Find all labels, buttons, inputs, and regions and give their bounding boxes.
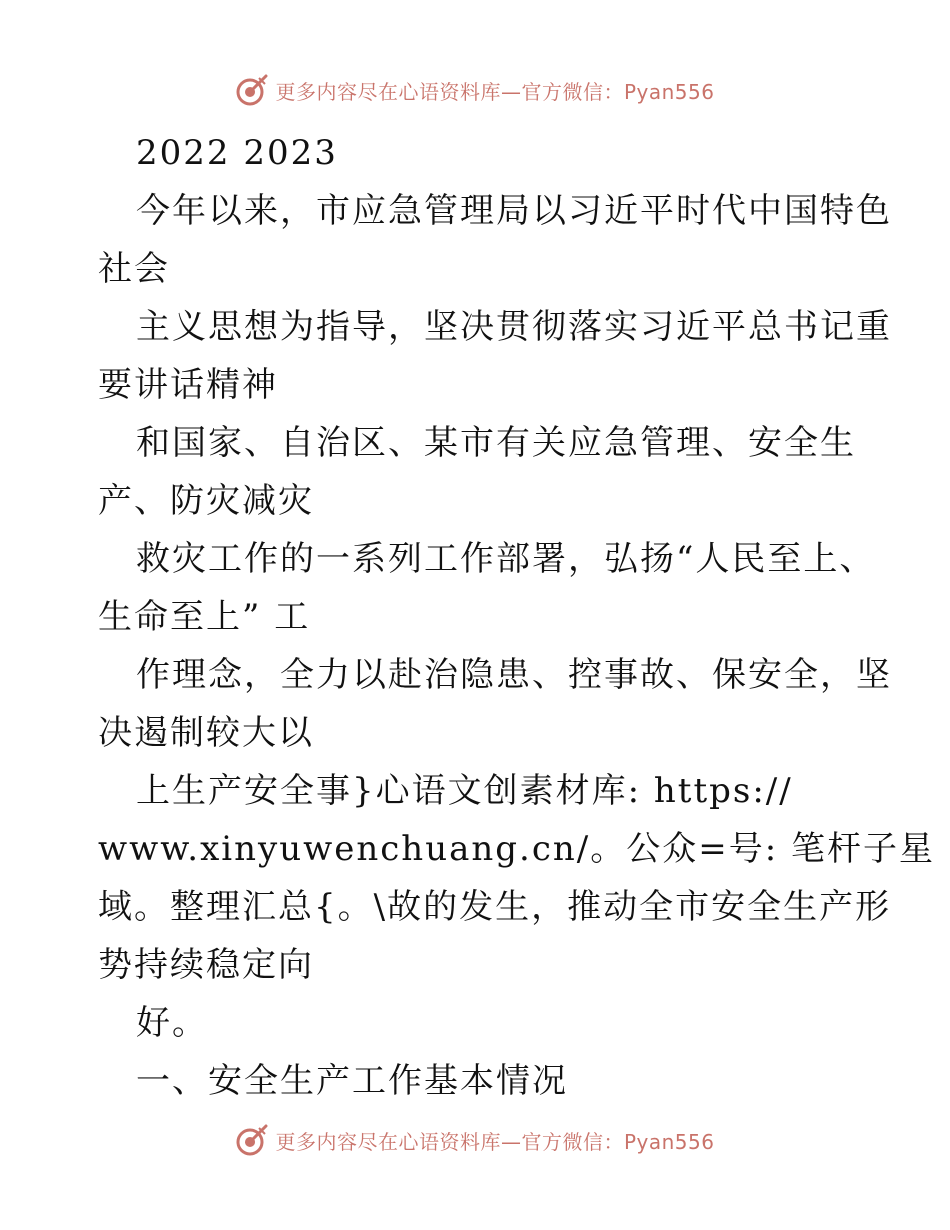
text-line: 主义思想为指导，坚决贯彻落实习近平总书记重 xyxy=(136,307,892,347)
pen-logo-icon xyxy=(235,1123,269,1157)
watermark-text: 更多内容尽在心语资料库—官方微信：Pyan556 xyxy=(275,79,715,104)
text-line: 生命至上” 工 xyxy=(98,597,311,637)
text-line: 域。整理汇总{。\故的发生，推动全市安全生产形 xyxy=(98,887,892,927)
watermark-text: 更多内容尽在心语资料库—官方微信：Pyan556 xyxy=(275,1129,715,1154)
text-line: 2022 2023 xyxy=(136,133,338,173)
text-line: 社会 xyxy=(98,249,170,289)
text-line: 势持续稳定向 xyxy=(98,945,314,985)
text-line: 好。 xyxy=(136,1003,208,1043)
text-line: 今年以来，市应急管理局以习近平时代中国特色 xyxy=(136,191,892,231)
text-line: 和国家、自治区、某市有关应急管理、安全生 xyxy=(136,423,856,463)
text-line: 决遏制较大以 xyxy=(98,713,314,753)
text-line: www.xinyuwenchuang.cn/。公众=号: 笔杆子星 xyxy=(98,829,935,869)
footer-watermark xyxy=(0,1120,950,1160)
text-line: 产、防灾减灾 xyxy=(98,481,314,521)
text-line: 要讲话精神 xyxy=(98,365,278,405)
text-line: 上生产安全事}心语文创素材库: https:// xyxy=(136,771,793,811)
document-body xyxy=(98,124,935,1110)
section-heading: 一、安全生产工作基本情况 xyxy=(136,1061,568,1101)
header-watermark xyxy=(0,70,950,110)
text-line: 作理念，全力以赴治隐患、控事故、保安全，坚 xyxy=(136,655,892,695)
pen-logo-icon xyxy=(235,73,269,107)
text-line: 救灾工作的一系列工作部署，弘扬“人民至上、 xyxy=(136,539,876,579)
